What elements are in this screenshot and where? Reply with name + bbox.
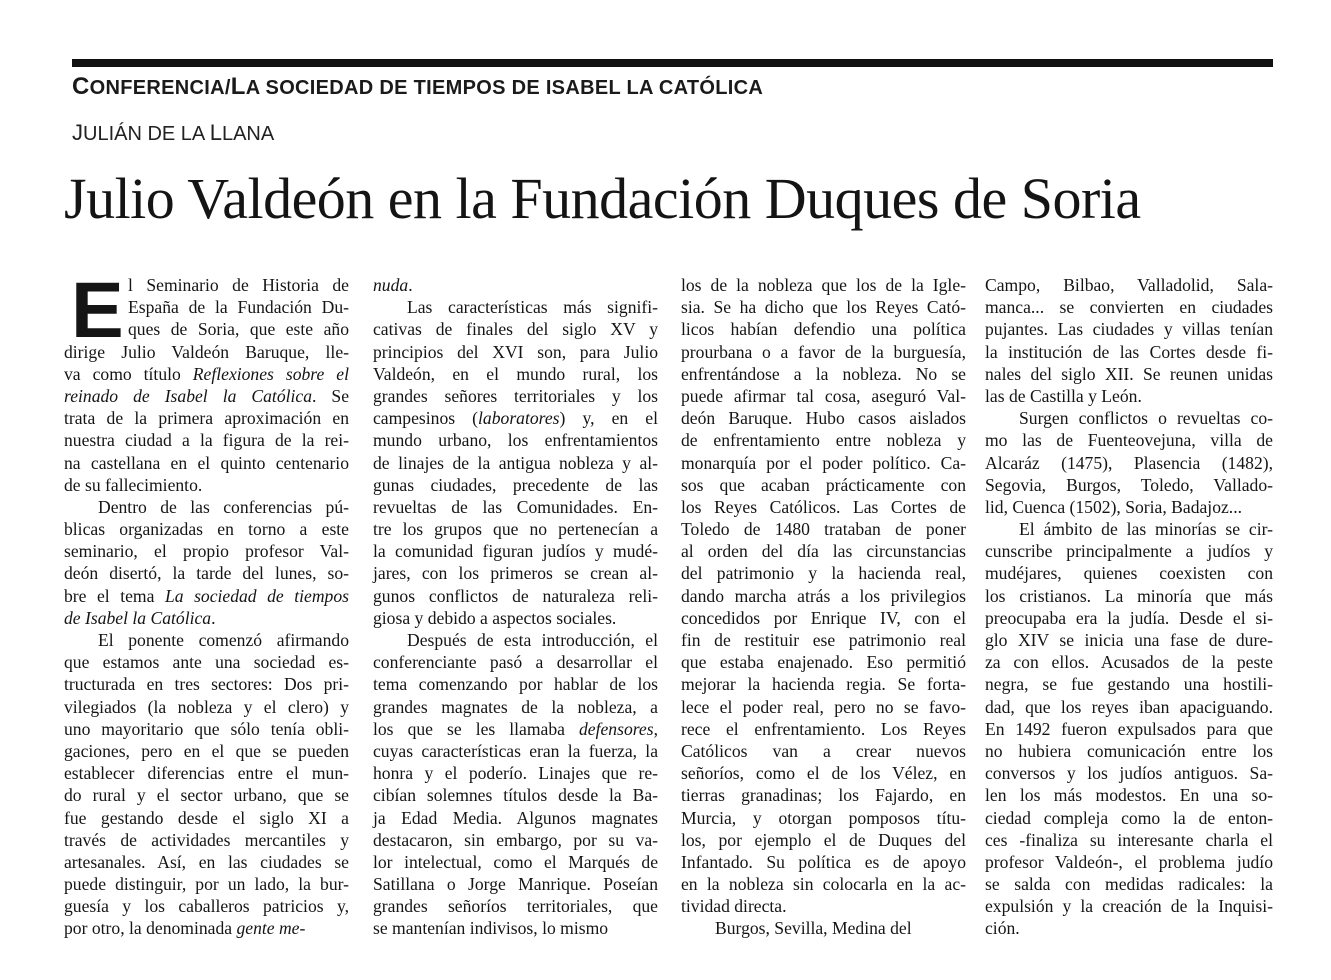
byline-text-1: ULIÁN DE LA	[83, 123, 210, 145]
text-line: conversos y los judíos antiguos. Sa-	[985, 763, 1273, 784]
text-line: grandes señores territoriales y los	[373, 385, 658, 406]
text-line: Las características más signifi-	[407, 297, 658, 318]
top-rule	[72, 59, 1273, 67]
text-line: principios del XVI son, para Julio	[373, 341, 658, 362]
text-line: honra y el poderío. Linajes que re-	[373, 763, 658, 784]
text-line: se mantenían indivisos, lo mismo	[373, 918, 609, 939]
text-line: bre el tema La sociedad de tiempos	[64, 585, 349, 606]
byline-text-2: LANA	[221, 123, 275, 145]
text-line: pujantes. Las ciudades y villas tenían	[985, 319, 1273, 340]
text-line: cuyas características eran la fuerza, la	[373, 740, 658, 761]
text-line: artesanales. Así, en las ciudades se	[64, 851, 349, 872]
text-line: en la nobleza sin colocarla en la ac-	[681, 874, 966, 895]
text-line: va como título Reflexiones sobre el	[64, 363, 349, 384]
text-line: jares, con los primeros se crean al-	[373, 563, 658, 584]
text-line: tema comenzando por hablar de los	[373, 674, 658, 695]
text-line: Murcia, y otorgan pomposos títu-	[681, 807, 966, 828]
text-line: concedidos por Enrique IV, con el	[681, 607, 966, 628]
text-line: Satillana o Jorge Manrique. Poseían	[373, 874, 658, 895]
text-line: ción.	[985, 918, 1020, 939]
text-line: cibían solemnes títulos desde la Ba-	[373, 785, 658, 806]
byline-initial-2: L	[209, 120, 222, 145]
text-line: nuda.	[373, 275, 413, 295]
text-line: la institución de las Cortes desde fi-	[985, 341, 1273, 362]
byline-initial-1: J	[72, 120, 83, 145]
text-line: blicas organizadas en torno a este	[64, 519, 349, 540]
text-line: los, por ejemplo el de Duques del	[681, 829, 966, 850]
text-line: vilegiados (la nobleza y el clero) y	[64, 696, 349, 717]
section-kicker	[72, 73, 763, 101]
text-line: do rural y el sector urbano, que se	[64, 785, 349, 806]
text-line: grandes magnates de la nobleza, a	[373, 696, 658, 717]
text-line: glo XIV se inicia una fase de dure-	[985, 630, 1273, 650]
text-line: lor intelectual, como el Marqués de	[373, 851, 658, 872]
text-line: del patrimonio y la hacienda real,	[681, 563, 966, 584]
text-line: ciedad compleja como la de enton-	[985, 807, 1273, 828]
text-line: lece el poder real, pero no se favo-	[681, 696, 966, 717]
text-line: sos que acaban prácticamente con	[681, 474, 966, 495]
text-line: de su fallecimiento.	[64, 474, 203, 495]
text-line: rece el enfrentamiento. Los Reyes	[681, 718, 966, 739]
text-line: preocupaba era la judía. Desde el si-	[985, 607, 1273, 628]
text-line: sia. Se ha dicho que los Reyes Cató-	[681, 297, 966, 318]
article-column-4	[985, 274, 1273, 940]
text-line: se salda con medidas radicales: la	[985, 874, 1273, 895]
text-line: dad, que los reyes iban apaciguando.	[985, 696, 1273, 717]
text-line: no hubiera comunicación entre los	[985, 740, 1273, 761]
text-line: mo las de Fuenteovejuna, villa de	[985, 430, 1273, 451]
article-column-2	[373, 274, 658, 940]
text-line: gunos conflictos de naturaleza reli-	[373, 585, 658, 606]
text-line: los de la nobleza que los de la Igle-	[681, 275, 966, 295]
text-line: dirige Julio Valdeón Baruque, lle-	[64, 341, 349, 362]
text-line: monarquía por el poder político. Ca-	[681, 452, 966, 473]
text-line: En 1492 fueron expulsados para que	[985, 718, 1273, 739]
text-line: nuestra ciudad a la figura de la rei-	[64, 430, 349, 451]
text-line: Burgos, Sevilla, Medina del	[715, 918, 912, 939]
text-line: los cristianos. La minoría que más	[985, 585, 1273, 606]
text-line: de Isabel la Católica.	[64, 607, 216, 628]
text-line: profesor Valdeón-, el problema judío	[985, 851, 1273, 872]
text-line: por otro, la denominada gente me-	[64, 918, 306, 939]
text-line: deón Baruque. Hubo casos aislados	[681, 408, 966, 429]
text-line: Campo, Bilbao, Valladolid, Sala-	[985, 275, 1273, 295]
kicker-initial-1: C	[72, 73, 90, 100]
text-line: señoríos, como el de los Vélez, en	[681, 763, 966, 784]
text-line: conferenciante pasó a desarrollar el	[373, 652, 658, 673]
text-line: que estaba enajenado. Eso permitió	[681, 652, 966, 673]
text-line: ja Edad Media. Algunos magnates	[373, 807, 658, 828]
text-line: enfrentándose a la nobleza. No se	[681, 363, 966, 384]
text-line: trata de la primera aproximación en	[64, 408, 349, 429]
text-line: l Seminario de Historia de	[128, 275, 349, 295]
article-headline: Julio Valdeón en la Fundación Duques de Soria	[64, 166, 1141, 231]
text-line: revueltas de las Comunidades. En-	[373, 496, 658, 517]
text-line: uno mayoritario que sólo tenía obli-	[64, 718, 349, 739]
text-line: tructurada en tres sectores: Dos pri-	[64, 674, 349, 695]
text-line: guesía y los caballeros patricios y,	[64, 896, 349, 917]
text-line: que estamos ante una sociedad es-	[64, 652, 349, 673]
text-line: seminario, el propio profesor Val-	[64, 541, 349, 562]
text-line: de linajes de la antigua nobleza y al-	[373, 452, 658, 473]
author-byline	[72, 120, 274, 146]
text-line: Después de esta introducción, el	[407, 630, 658, 650]
text-line: puede distinguir, por un lado, la bur-	[64, 874, 349, 895]
text-line: len los más modestos. En una so-	[985, 785, 1273, 806]
text-line: Infantado. Su política es de apoyo	[681, 851, 966, 872]
text-line: lid, Cuenca (1502), Soria, Badajoz...	[985, 496, 1242, 517]
text-line: grandes señoríos territoriales, que	[373, 896, 658, 917]
text-line: deón disertó, la tarde del lunes, so-	[64, 563, 349, 584]
text-line: Alcaráz (1475), Plasencia (1482),	[985, 452, 1273, 473]
text-line: dando marcha atrás a los privilegios	[681, 585, 966, 606]
kicker-initial-2: L	[230, 73, 246, 100]
text-line: El ámbito de las minorías se cir-	[1019, 519, 1273, 540]
text-line: negra, se fue gestando una hostili-	[985, 674, 1273, 695]
text-line: Segovia, Burgos, Toledo, Vallado-	[985, 474, 1273, 495]
text-line: cativas de finales del siglo XV y	[373, 319, 658, 340]
text-line: na castellana en el quinto centenario	[64, 452, 349, 473]
article-column-3	[681, 274, 966, 940]
kicker-text-1: ONFERENCIA/	[89, 77, 231, 99]
text-line: los Reyes Católicos. Las Cortes de	[681, 496, 966, 517]
text-line: nales del siglo XII. Se reunen unidas	[985, 363, 1273, 384]
text-line: El ponente comenzó afirmando	[98, 630, 349, 650]
text-line: licos habían defendio una política	[681, 319, 966, 340]
text-line: través de actividades mercantiles y	[64, 829, 349, 850]
article-column-1	[64, 274, 349, 940]
text-line: tividad directa.	[681, 896, 787, 917]
text-line: gunas ciudades, precedente de las	[373, 474, 658, 495]
text-line: los que se les llamaba defensores,	[373, 718, 658, 739]
text-line: fin de restituir ese patrimonio real	[681, 630, 966, 650]
text-line: expulsión y la creación de la Inquisi-	[985, 896, 1273, 917]
text-line: ces -finaliza su interesante charla el	[985, 829, 1273, 850]
text-line: giosa y debido a aspectos sociales.	[373, 607, 617, 628]
kicker-text-2: A SOCIEDAD DE TIEMPOS DE ISABEL LA CATÓLICA	[245, 77, 764, 99]
text-line: de enfrentamiento entre nobleza y	[681, 430, 966, 451]
text-line: mudéjares, quienes coexisten con	[985, 563, 1273, 584]
text-line: tre los grupos que no pertenecían a	[373, 519, 658, 540]
text-line: mundo urbano, los enfrentamientos	[373, 430, 658, 451]
text-line: la comunidad figuran judíos y mudé-	[373, 541, 658, 562]
text-line: Católicos van a crear nuevos	[681, 740, 966, 761]
text-line: las de Castilla y León.	[985, 385, 1142, 406]
text-line: destacaron, sin embargo, por su va-	[373, 829, 658, 850]
text-line: fue gestando desde el siglo XI a	[64, 807, 349, 828]
text-line: prourbana o a favor de la burguesía,	[681, 341, 966, 362]
text-line: Toledo de 1480 trataban de poner	[681, 519, 966, 540]
text-line: España de la Fundación Du-	[128, 297, 349, 318]
text-line: establecer diferencias entre el mun-	[64, 763, 349, 784]
drop-cap: E	[71, 265, 124, 354]
text-line: za con ellos. Acusados de la peste	[985, 652, 1273, 673]
text-line: al orden del día las circunstancias	[681, 541, 966, 562]
text-line: Surgen conflictos o revueltas co-	[1019, 408, 1273, 429]
text-line: mejorar la hacienda regia. Se forta-	[681, 674, 966, 695]
text-line: Dentro de las conferencias pú-	[98, 496, 349, 517]
text-line: ques de Soria, que este año	[128, 319, 349, 340]
text-line: manca... se convierten en ciudades	[985, 297, 1273, 318]
text-line: reinado de Isabel la Católica. Se	[64, 385, 349, 406]
text-line: tierras granadinas; los Fajardo, en	[681, 785, 966, 806]
text-line: campesinos (laboratores) y, en el	[373, 408, 658, 429]
text-line: Valdeón, en el mundo rural, los	[373, 363, 658, 384]
text-line: gaciones, pero en el que se pueden	[64, 740, 349, 761]
text-line: puede afirmar tal cosa, aseguró Val-	[681, 385, 966, 406]
text-line: cunscribe principalmente a judíos y	[985, 541, 1273, 562]
